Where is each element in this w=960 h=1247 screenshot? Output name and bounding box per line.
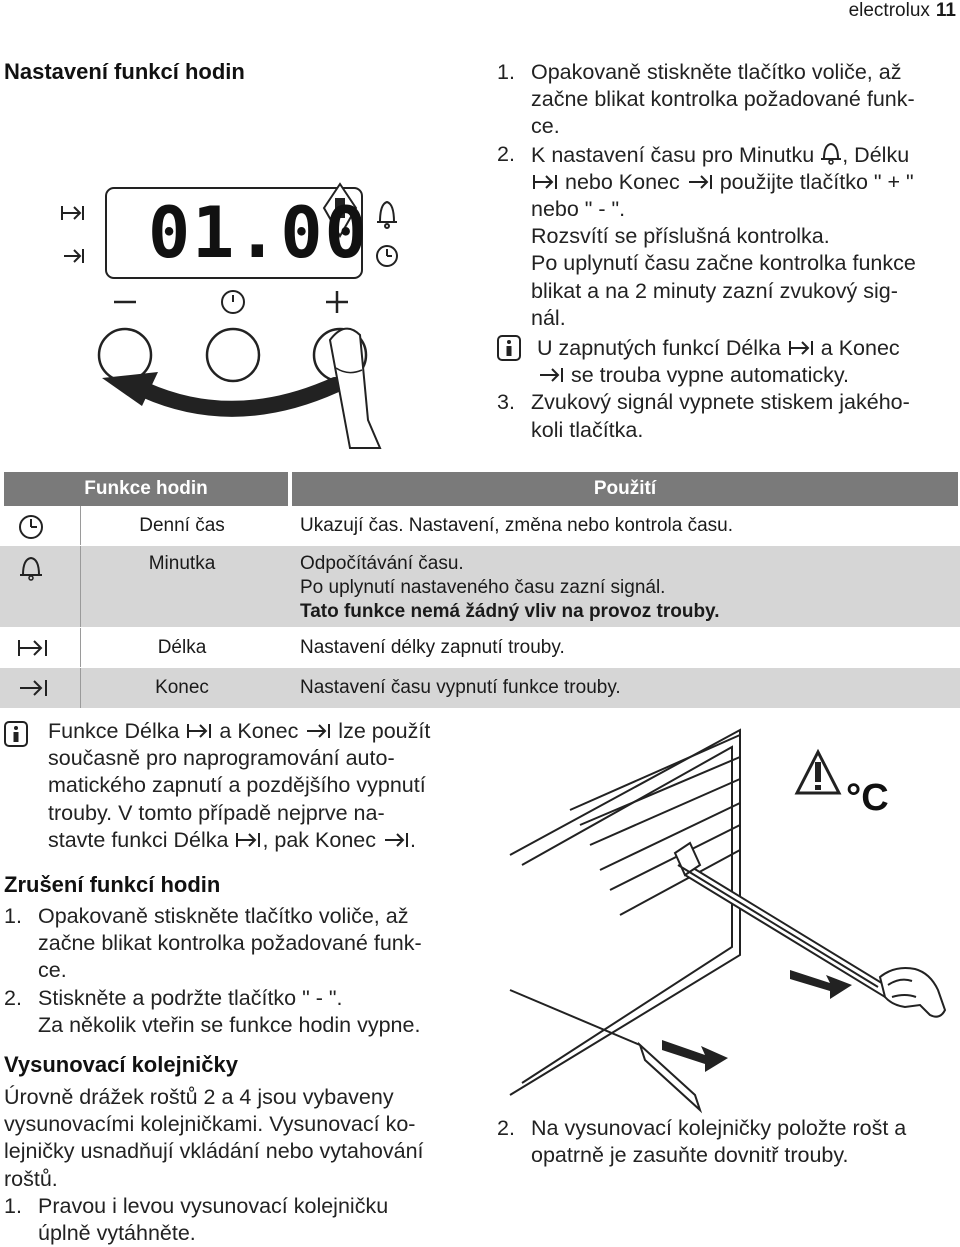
end-icon: [64, 249, 83, 263]
function-name: Konec: [155, 677, 209, 698]
section-title-cancel-clock: Zrušení funkcí hodin: [4, 872, 221, 897]
bell-icon: [16, 554, 60, 589]
oven-runner-illustration: [500, 715, 950, 1115]
text-line: roštů.: [4, 1166, 58, 1191]
page-number: 11: [935, 0, 956, 21]
text-span: a Konec: [820, 336, 900, 361]
info-icon: [497, 335, 537, 389]
text-line: [48, 718, 430, 745]
section-title-telescopic-runners: Vysunovací kolejničky: [4, 1052, 238, 1077]
text-line: lejničky usnadňují vkládání nebo vytahování: [4, 1139, 424, 1164]
text-span: lze použít: [338, 719, 431, 743]
text-line: začne blikat kontrolka požadované funk-: [38, 931, 422, 956]
telescopic-runners-text: [4, 1084, 474, 1247]
step-number: 1.: [4, 1193, 22, 1218]
text-line: Stiskněte a podržte tlačítko " - ".: [38, 985, 343, 1010]
table-row: [0, 628, 960, 668]
text-line: [48, 827, 430, 854]
bell-icon: [820, 141, 842, 165]
text-span: použijte tlačítko " + ": [719, 169, 914, 194]
text-span: , Délku: [842, 142, 910, 167]
step-number: 1.: [497, 60, 515, 84]
text-span: .: [409, 827, 416, 852]
step-2: [4, 985, 474, 1039]
runner-step-2: [497, 1115, 957, 1169]
text-line: [531, 169, 916, 196]
text-line: začne blikat kontrolka požadované funk-: [531, 87, 915, 112]
text-span: Funkce Délka: [48, 719, 180, 743]
text-line: Zvukový signál vypnete stiskem jakého-: [531, 390, 910, 415]
step-1: [4, 1193, 474, 1247]
step-1: [4, 903, 474, 985]
duration-icon: [234, 830, 262, 850]
text-line: ce.: [38, 958, 67, 983]
text-line: [537, 335, 900, 362]
page-header: [849, 0, 956, 22]
text-line: Po uplynutí nastaveného času zazní signál.: [300, 577, 666, 598]
duration-icon: [531, 172, 559, 192]
text-line: trouby. V tomto případě nejprve na-: [48, 800, 385, 825]
clock-icon: [377, 246, 397, 266]
display-time: 01.00: [148, 192, 369, 274]
warning-note: Tato funkce nemá žádný vliv na provoz trouby.: [300, 601, 720, 622]
end-icon: [686, 172, 714, 192]
function-name: Minutka: [148, 553, 216, 574]
text-span: nebo Konec: [564, 169, 680, 194]
clock-icon: [16, 514, 60, 547]
step-2: [497, 141, 957, 332]
table-row: [0, 506, 960, 546]
text-line: Na vysunovací kolejničky položte rošt a: [531, 1116, 907, 1140]
step-1: [497, 59, 957, 141]
function-use: Nastavení délky zapnutí trouby.: [300, 637, 565, 658]
timer-button-icon: [222, 291, 244, 313]
step-2: [497, 1115, 957, 1169]
text-span: se trouba vypne automaticky.: [570, 363, 850, 388]
text-line: Opakovaně stiskněte tlačítko voliče, až: [531, 60, 902, 84]
text-span: K nastavení času pro Minutku: [531, 142, 815, 167]
table-header: [0, 472, 960, 506]
text-line: [531, 141, 916, 169]
end-icon: [16, 677, 60, 706]
text-line: nál.: [531, 305, 566, 330]
info-note: [497, 335, 957, 389]
text-line: koli tlačítka.: [531, 417, 644, 442]
step-number: 1.: [4, 904, 22, 928]
step-number: 2.: [4, 985, 22, 1010]
section-title-clock-setup: Nastavení funkcí hodin: [4, 59, 245, 84]
text-line: úplně vytáhněte.: [38, 1221, 196, 1246]
function-use: Ukazují čas. Nastavení, změna nebo kontrola času.: [300, 515, 734, 536]
step-3: [497, 389, 957, 443]
duration-icon: [16, 637, 60, 666]
warning-icon: [797, 752, 839, 793]
info-note-combined: [4, 718, 474, 854]
text-line: vysunovacími kolejničkami. Vysunovací ko-: [4, 1112, 416, 1137]
clock-functions-table: [0, 472, 960, 708]
text-line: opatrně je zasuňte dovnitř trouby.: [531, 1143, 849, 1168]
end-icon: [304, 721, 332, 741]
clock-setup-steps: [497, 59, 957, 444]
text-line: ce.: [531, 114, 560, 139]
text-line: Odpočítávání času.: [300, 553, 464, 574]
text-span: stavte funkci Délka: [48, 827, 229, 852]
text-line: [537, 362, 900, 389]
end-icon: [382, 830, 410, 850]
table-row: [0, 668, 960, 708]
duration-icon: [185, 721, 213, 741]
table-row: [0, 546, 960, 628]
info-icon: [4, 721, 48, 854]
cancel-clock-steps: [4, 903, 474, 1039]
text-line: Úrovně drážek roštů 2 a 4 jsou vybaveny: [4, 1085, 394, 1109]
duration-icon: [62, 206, 83, 220]
text-span: U zapnutých funkcí Délka: [537, 336, 781, 361]
text-line: blikat a na 2 minuty zazní zvukový sig-: [531, 278, 898, 303]
function-name: Délka: [157, 637, 207, 658]
text-line: matického zapnutí a pozdějšího vypnutí: [48, 773, 426, 798]
text-line: Po uplynutí času začne kontrolka funkce: [531, 251, 916, 276]
text-line: Rozsvítí se příslušná kontrolka.: [531, 224, 830, 249]
bell-icon: [377, 202, 397, 228]
text-line: současně pro naprogramování auto-: [48, 746, 395, 771]
text-span: , pak Konec: [262, 827, 376, 852]
text-line: Za několik vteřin se funkce hodin vypne.: [38, 1012, 421, 1037]
column-header: Použití: [292, 472, 958, 506]
text-span: a Konec: [219, 719, 299, 743]
function-name: Denní čas: [139, 515, 225, 536]
function-use: Nastavení času vypnutí funkce trouby.: [300, 677, 621, 698]
text-line: Pravou i levou vysunovací kolejničku: [38, 1193, 389, 1218]
step-number: 3.: [497, 390, 515, 415]
brand-name: electrolux: [848, 0, 930, 21]
control-panel-illustration: [50, 180, 430, 450]
text-line: Opakovaně stiskněte tlačítko voliče, až: [38, 904, 409, 928]
text-line: nebo " - ".: [531, 197, 626, 222]
step-number: 2.: [497, 1116, 515, 1140]
function-use: [300, 552, 950, 624]
temperature-warning-label: °C: [846, 777, 889, 819]
end-icon: [537, 365, 565, 385]
duration-icon: [787, 338, 815, 358]
column-header: Funkce hodin: [4, 472, 288, 506]
step-number: 2.: [497, 141, 515, 166]
